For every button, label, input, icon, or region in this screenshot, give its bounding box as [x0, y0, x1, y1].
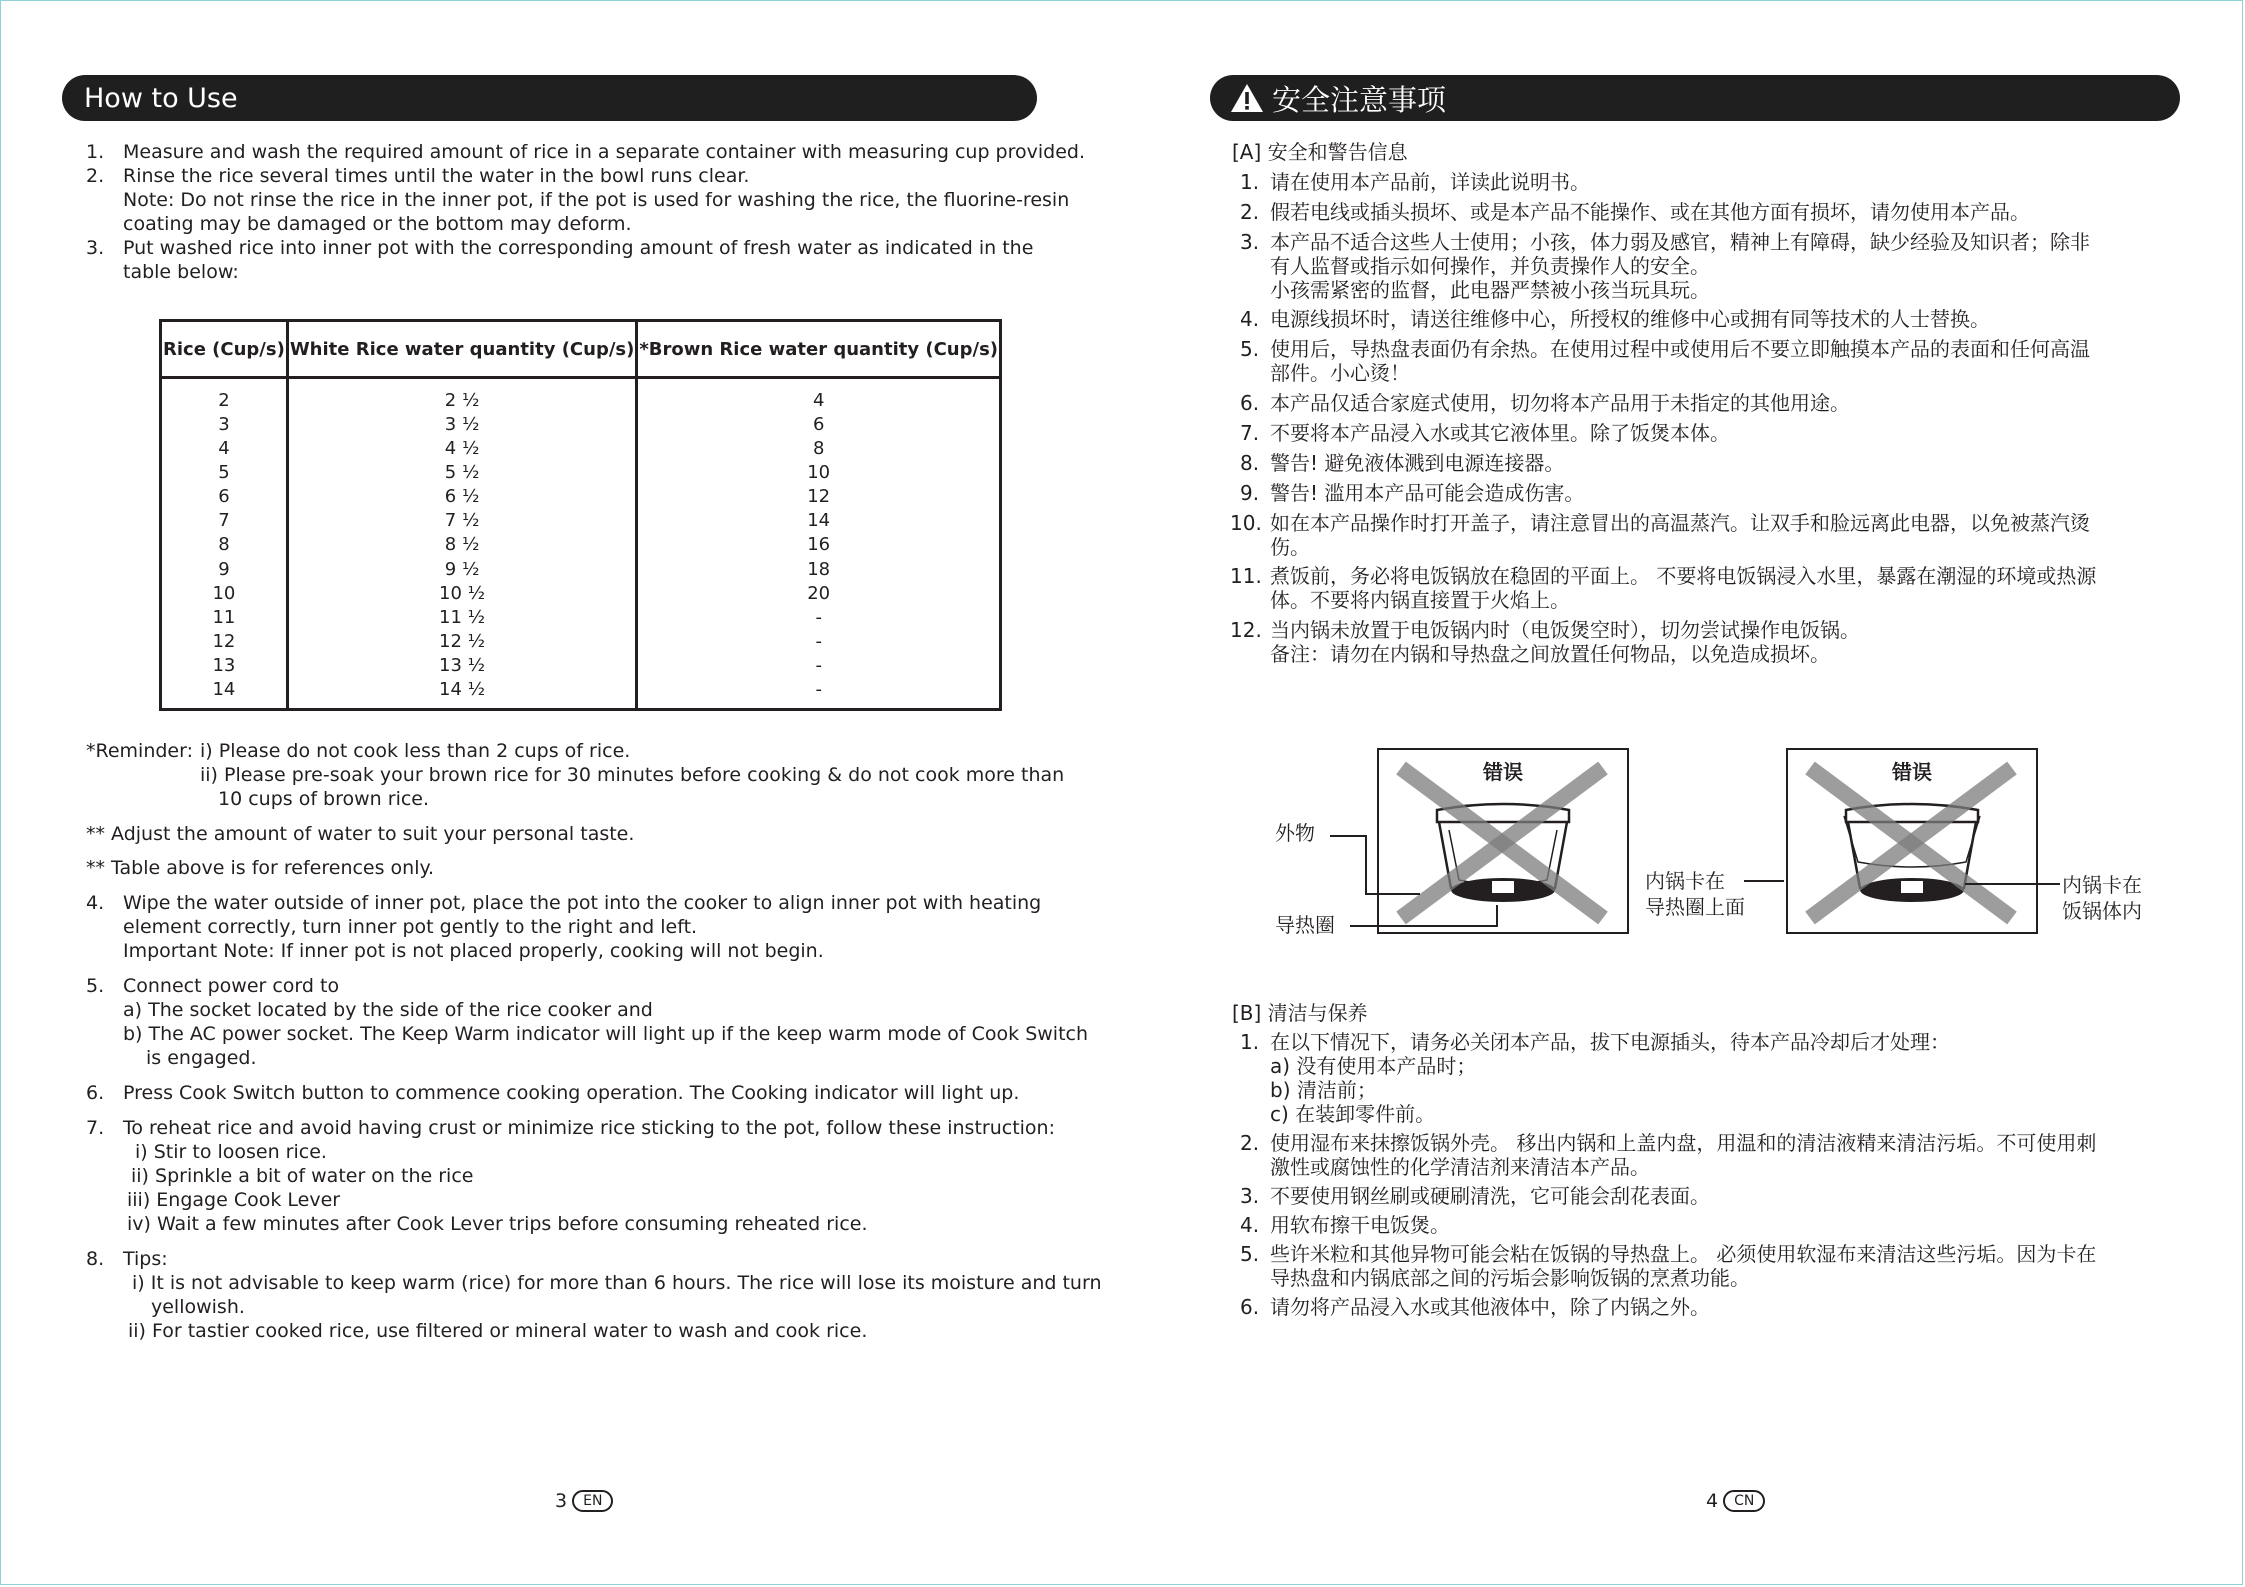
reminder-text: ii) Please pre-soak your brown rice for 30 minutes before cooking & do not cook more than: [200, 764, 1065, 786]
list-item: [1240, 1295, 2200, 1319]
item-text: 不要将本产品浸入水或其它液体里。除了饭煲本体。: [1270, 421, 1730, 445]
wrong-label: 错误: [1483, 760, 1523, 784]
section-a-items: [1230, 170, 2200, 666]
item-number: 11.: [1230, 564, 1262, 588]
item-text: 本产品不适合这些人士使用；小孩，体力弱及感官，精神上有障碍，缺少经验及知识者；除非: [1270, 230, 2090, 254]
table-row: [161, 509, 1001, 533]
leader-line: [1365, 893, 1420, 895]
col-header: White Rice water quantity (Cup/s): [287, 321, 637, 378]
item-text: 不要使用钢丝刷或硬刷清洗，它可能会刮花表面。: [1270, 1184, 1710, 1208]
item-text: 小孩需紧密的监督，此电器严禁被小孩当玩具玩。: [1270, 278, 1710, 302]
pot-stuck-label: [2062, 872, 2142, 924]
section-title: 安全注意事项: [1272, 82, 1447, 117]
callout-line: 内锅卡在: [1645, 869, 1725, 893]
table-row: [161, 485, 1001, 509]
table-cell: 10 ½: [287, 582, 637, 606]
table-cell: -: [637, 678, 1001, 710]
rice-water-table: [159, 319, 1002, 711]
item-text: 警告! 避免液体溅到电源连接器。: [1270, 451, 1565, 475]
item-text: b) 清洁前；: [1270, 1078, 1377, 1102]
language-badge: CN: [1723, 1490, 1765, 1512]
how-to-use-header: [62, 75, 1037, 121]
step-3: [86, 236, 1036, 284]
item-text: 如在本产品操作时打开盖子，请注意冒出的高温蒸汽。让双手和脸远离此电器，以免被蒸汽烫: [1270, 511, 2090, 535]
item-text: 使用后，导热盘表面仍有余热。在使用过程中或使用后不要立即触摸本产品的表面和任何高温: [1270, 337, 2090, 361]
table-cell: 4: [161, 437, 288, 461]
item-text: 部件。小心烫！: [1270, 361, 1410, 385]
leader-line: [1496, 905, 1498, 927]
step-text: Rinse the rice several times until the water in the bowl runs clear.: [123, 165, 750, 187]
wrong-diagram-pot-stuck: [1786, 748, 2038, 934]
list-item: [1240, 307, 2200, 331]
page-number: 3: [555, 1490, 568, 1512]
step-text: Measure and wash the required amount of rice in a separate container with measuring cup provided.: [123, 141, 1086, 163]
list-item: [1240, 1184, 2200, 1208]
table-cell: -: [637, 630, 1001, 654]
item-text: 煮饭前，务必将电饭锅放在稳固的平面上。 不要将电饭锅浸入水里，暴露在潮湿的环境或热源: [1270, 564, 2097, 588]
item-number: 3.: [1240, 230, 1260, 254]
list-item: [1240, 1030, 2200, 1126]
table-cell: 6: [161, 485, 288, 509]
step-6: [86, 1081, 1036, 1105]
step-text: ii) Sprinkle a bit of water on the rice: [131, 1165, 474, 1187]
pot-on-ring-label: [1645, 868, 1745, 920]
table-row: [161, 678, 1001, 710]
table-cell: 5 ½: [287, 461, 637, 485]
step-text: i) Stir to loosen rice.: [135, 1141, 327, 1163]
item-number: 10.: [1230, 511, 1262, 535]
table-cell: -: [637, 654, 1001, 678]
leader-line: [1744, 880, 1784, 882]
item-number: 9.: [1240, 481, 1260, 505]
step-number: 5.: [86, 975, 105, 997]
table-row: [161, 606, 1001, 630]
list-item: [1240, 337, 2200, 385]
item-text: 导热盘和内锅底部之间的污垢会影响饭锅的烹煮功能。: [1270, 1266, 1750, 1290]
list-item: [1230, 618, 2200, 666]
item-text: 请在使用本产品前，详读此说明书。: [1270, 170, 1590, 194]
item-number: 1.: [1240, 1030, 1260, 1054]
wrong-diagram-foreign-object: [1377, 748, 1629, 934]
table-cell: 11: [161, 606, 288, 630]
step-2: [86, 164, 1070, 236]
item-text: a) 没有使用本产品时；: [1270, 1054, 1477, 1078]
item-number: 2.: [1240, 200, 1260, 224]
step-number: 2.: [86, 165, 105, 187]
table-cell: 7: [161, 509, 288, 533]
section-b-title: [B] 清洁与保养: [1232, 1001, 1368, 1025]
table-cell: 2 ½: [287, 378, 637, 414]
col-header: *Brown Rice water quantity (Cup/s): [637, 321, 1001, 378]
item-text: 使用湿布来抹擦饭锅外壳。 移出内锅和上盖内盘，用温和的清洁液精来清洁污垢。不可使用刺: [1270, 1131, 2097, 1155]
table-cell: 9 ½: [287, 557, 637, 581]
leader-line: [1330, 835, 1365, 837]
table-cell: 16: [637, 533, 1001, 557]
table-cell: 10: [161, 582, 288, 606]
steps-top: [86, 140, 1086, 284]
step-text: Connect power cord to: [123, 975, 340, 997]
item-number: 6.: [1240, 391, 1260, 415]
table-cell: 7 ½: [287, 509, 637, 533]
list-item: [1240, 1242, 2200, 1290]
step-number: 4.: [86, 892, 105, 914]
table-cell: 11 ½: [287, 606, 637, 630]
step-text: yellowish.: [151, 1296, 245, 1318]
leader-line: [1365, 835, 1367, 895]
reminder-label: *Reminder:: [86, 740, 193, 762]
item-number: 6.: [1240, 1295, 1260, 1319]
table-cell: 8: [161, 533, 288, 557]
step-text: iv) Wait a few minutes after Cook Lever trips before consuming reheated rice.: [127, 1213, 868, 1235]
step-5: [86, 974, 1089, 1070]
foreign-object-label: 外物: [1275, 821, 1315, 845]
table-row: [161, 630, 1001, 654]
item-text: 伤。: [1270, 535, 1310, 559]
step-text: ii) For tastier cooked rice, use filtered or mineral water to wash and cook rice.: [128, 1320, 868, 1342]
list-item: [1240, 230, 2200, 302]
table-cell: 14: [637, 509, 1001, 533]
item-text: c) 在装卸零件前。: [1270, 1102, 1436, 1126]
list-item: [1240, 170, 2200, 194]
item-text: 假若电线或插头损坏、或是本产品不能操作、或在其他方面有损坏，请勿使用本产品。: [1270, 200, 2030, 224]
table-cell: 14: [161, 678, 288, 710]
note-adjust: ** Adjust the amount of water to suit your personal taste.: [86, 823, 635, 845]
step-text: Important Note: If inner pot is not placed properly, cooking will not begin.: [123, 940, 824, 962]
table-cell: 3: [161, 413, 288, 437]
step-text: Put washed rice into inner pot with the corresponding amount of fresh water as indicated in the: [123, 237, 1034, 259]
table-header-row: [161, 321, 1001, 378]
item-number: 7.: [1240, 421, 1260, 445]
step-text: iii) Engage Cook Lever: [127, 1189, 341, 1211]
step-text: i) It is not advisable to keep warm (rice) for more than 6 hours. The rice will lose its moisture and turn: [132, 1272, 1102, 1294]
table-row: [161, 413, 1001, 437]
item-text: 本产品仅适合家庭式使用，切勿将本产品用于未指定的其他用途。: [1270, 391, 1850, 415]
table-cell: 12 ½: [287, 630, 637, 654]
item-text: 在以下情况下，请务必关闭本产品，拔下电源插头，待本产品冷却后才处理：: [1270, 1030, 1950, 1054]
table-row: [161, 582, 1001, 606]
cooker-drawing: [1788, 750, 2036, 932]
step-text: element correctly, turn inner pot gently to the right and left.: [123, 916, 698, 938]
list-item: [1240, 391, 2200, 415]
cooker-drawing: [1379, 750, 1627, 932]
item-number: 1.: [1240, 170, 1260, 194]
page-number-cn: [1706, 1490, 1765, 1512]
step-7: [86, 1116, 1056, 1236]
table-cell: 12: [637, 485, 1001, 509]
steps-bottom: [86, 891, 1102, 1343]
item-number: 3.: [1240, 1184, 1260, 1208]
leader-line: [1350, 925, 1498, 927]
item-number: 5.: [1240, 337, 1260, 361]
step-text: b) The AC power socket. The Keep Warm indicator will light up if the keep warm mode of Cook Switch: [123, 1023, 1089, 1045]
table-cell: -: [637, 606, 1001, 630]
callout-line: 饭锅体内: [2062, 899, 2142, 923]
item-text: 请勿将产品浸入水或其他液体中，除了内锅之外。: [1270, 1295, 1710, 1319]
table-row: [161, 461, 1001, 485]
item-number: 8.: [1240, 451, 1260, 475]
table-cell: 13: [161, 654, 288, 678]
section-b-items: [1240, 1030, 2200, 1319]
step-text: To reheat rice and avoid having crust or minimize rice sticking to the pot, follow these instruction:: [123, 1117, 1056, 1139]
table-row: [161, 437, 1001, 461]
step-text: Press Cook Switch button to commence cooking operation. The Cooking indicator will light up.: [123, 1082, 1020, 1104]
callout-line: 内锅卡在: [2062, 873, 2142, 897]
page-number: 4: [1706, 1490, 1719, 1512]
wrong-label: 错误: [1892, 760, 1932, 784]
item-number: 12.: [1230, 618, 1262, 642]
item-text: 激性或腐蚀性的化学清洁剂来清洁本产品。: [1270, 1155, 1650, 1179]
step-1: [86, 140, 1086, 164]
list-item: [1240, 421, 2200, 445]
list-item: [1230, 511, 2200, 559]
table-cell: 10: [637, 461, 1001, 485]
col-header: Rice (Cup/s): [161, 321, 288, 378]
item-text: 警告! 滥用本产品可能会造成伤害。: [1270, 481, 1585, 505]
table-cell: 9: [161, 557, 288, 581]
item-number: 4.: [1240, 307, 1260, 331]
step-text: Wipe the water outside of inner pot, place the pot into the cooker to align inner pot with heating: [123, 892, 1042, 914]
table-cell: 3 ½: [287, 413, 637, 437]
step-text: is engaged.: [146, 1047, 257, 1069]
table-row: [161, 654, 1001, 678]
step-number: 6.: [86, 1082, 105, 1104]
warning-triangle-icon: [1230, 83, 1264, 113]
page-number-en: [555, 1490, 613, 1512]
step-text: Tips:: [123, 1248, 168, 1270]
step-text: Note: Do not rinse the rice in the inner pot, if the pot is used for washing the rice, the fluorine-resin: [123, 189, 1070, 211]
table-cell: 12: [161, 630, 288, 654]
item-text: 些许米粒和其他异物可能会粘在饭锅的导热盘上。 必须使用软湿布来清洁这些污垢。因为卡在: [1270, 1242, 2097, 1266]
item-text: 用软布擦干电饭煲。: [1270, 1213, 1450, 1237]
section-a-title: [A] 安全和警告信息: [1232, 140, 1408, 164]
list-item: [1240, 1213, 2200, 1237]
reminder-text: 10 cups of brown rice.: [218, 788, 430, 810]
table-row: [161, 533, 1001, 557]
table-cell: 18: [637, 557, 1001, 581]
item-number: 5.: [1240, 1242, 1260, 1266]
step-8: [86, 1247, 1102, 1343]
note-table: ** Table above is for references only.: [86, 857, 435, 879]
step-4: [86, 891, 1042, 963]
step-number: 7.: [86, 1117, 105, 1139]
callout-line: 导热圈上面: [1645, 895, 1745, 919]
table-cell: 2: [161, 378, 288, 414]
item-text: 当内锅未放置于电饭锅内时（电饭煲空时），切勿尝试操作电饭锅。: [1270, 618, 1860, 642]
item-text: 电源线损坏时，请送往维修中心，所授权的维修中心或拥有同等技术的人士替换。: [1270, 307, 1990, 331]
table-cell: 6 ½: [287, 485, 637, 509]
language-badge: EN: [572, 1490, 613, 1512]
list-item: [1240, 200, 2200, 224]
list-item: [1240, 481, 2200, 505]
section-title: How to Use: [84, 82, 238, 114]
step-number: 3.: [86, 237, 105, 259]
item-text: 有人监督或指示如何操作，并负责操作人的安全。: [1270, 254, 1710, 278]
table-cell: 4 ½: [287, 437, 637, 461]
table-cell: 6: [637, 413, 1001, 437]
table-cell: 8 ½: [287, 533, 637, 557]
safety-header: [1210, 75, 2180, 121]
table-cell: 14 ½: [287, 678, 637, 710]
item-number: 2.: [1240, 1131, 1260, 1155]
list-item: [1240, 1131, 2200, 1179]
step-text: table below:: [123, 261, 239, 283]
table-cell: 8: [637, 437, 1001, 461]
item-text: 体。不要将内锅直接置于火焰上。: [1270, 588, 1570, 612]
table-cell: 4: [637, 378, 1001, 414]
table-cell: 13 ½: [287, 654, 637, 678]
step-text: coating may be damaged or the bottom may deform.: [123, 213, 632, 235]
step-number: 8.: [86, 1248, 105, 1270]
item-number: 4.: [1240, 1213, 1260, 1237]
table-cell: 20: [637, 582, 1001, 606]
table-row: [161, 557, 1001, 581]
heating-ring-label: 导热圈: [1275, 913, 1335, 937]
reminder-text: i) Please do not cook less than 2 cups of rice.: [200, 740, 631, 762]
list-item: [1230, 564, 2200, 612]
step-number: 1.: [86, 141, 105, 163]
list-item: [1240, 451, 2200, 475]
item-text: 备注：请勿在内锅和导热盘之间放置任何物品，以免造成损坏。: [1270, 642, 1830, 666]
leader-line: [1965, 883, 2060, 885]
table-row: [161, 378, 1001, 414]
step-text: a) The socket located by the side of the rice cooker and: [123, 999, 653, 1021]
table-cell: 5: [161, 461, 288, 485]
